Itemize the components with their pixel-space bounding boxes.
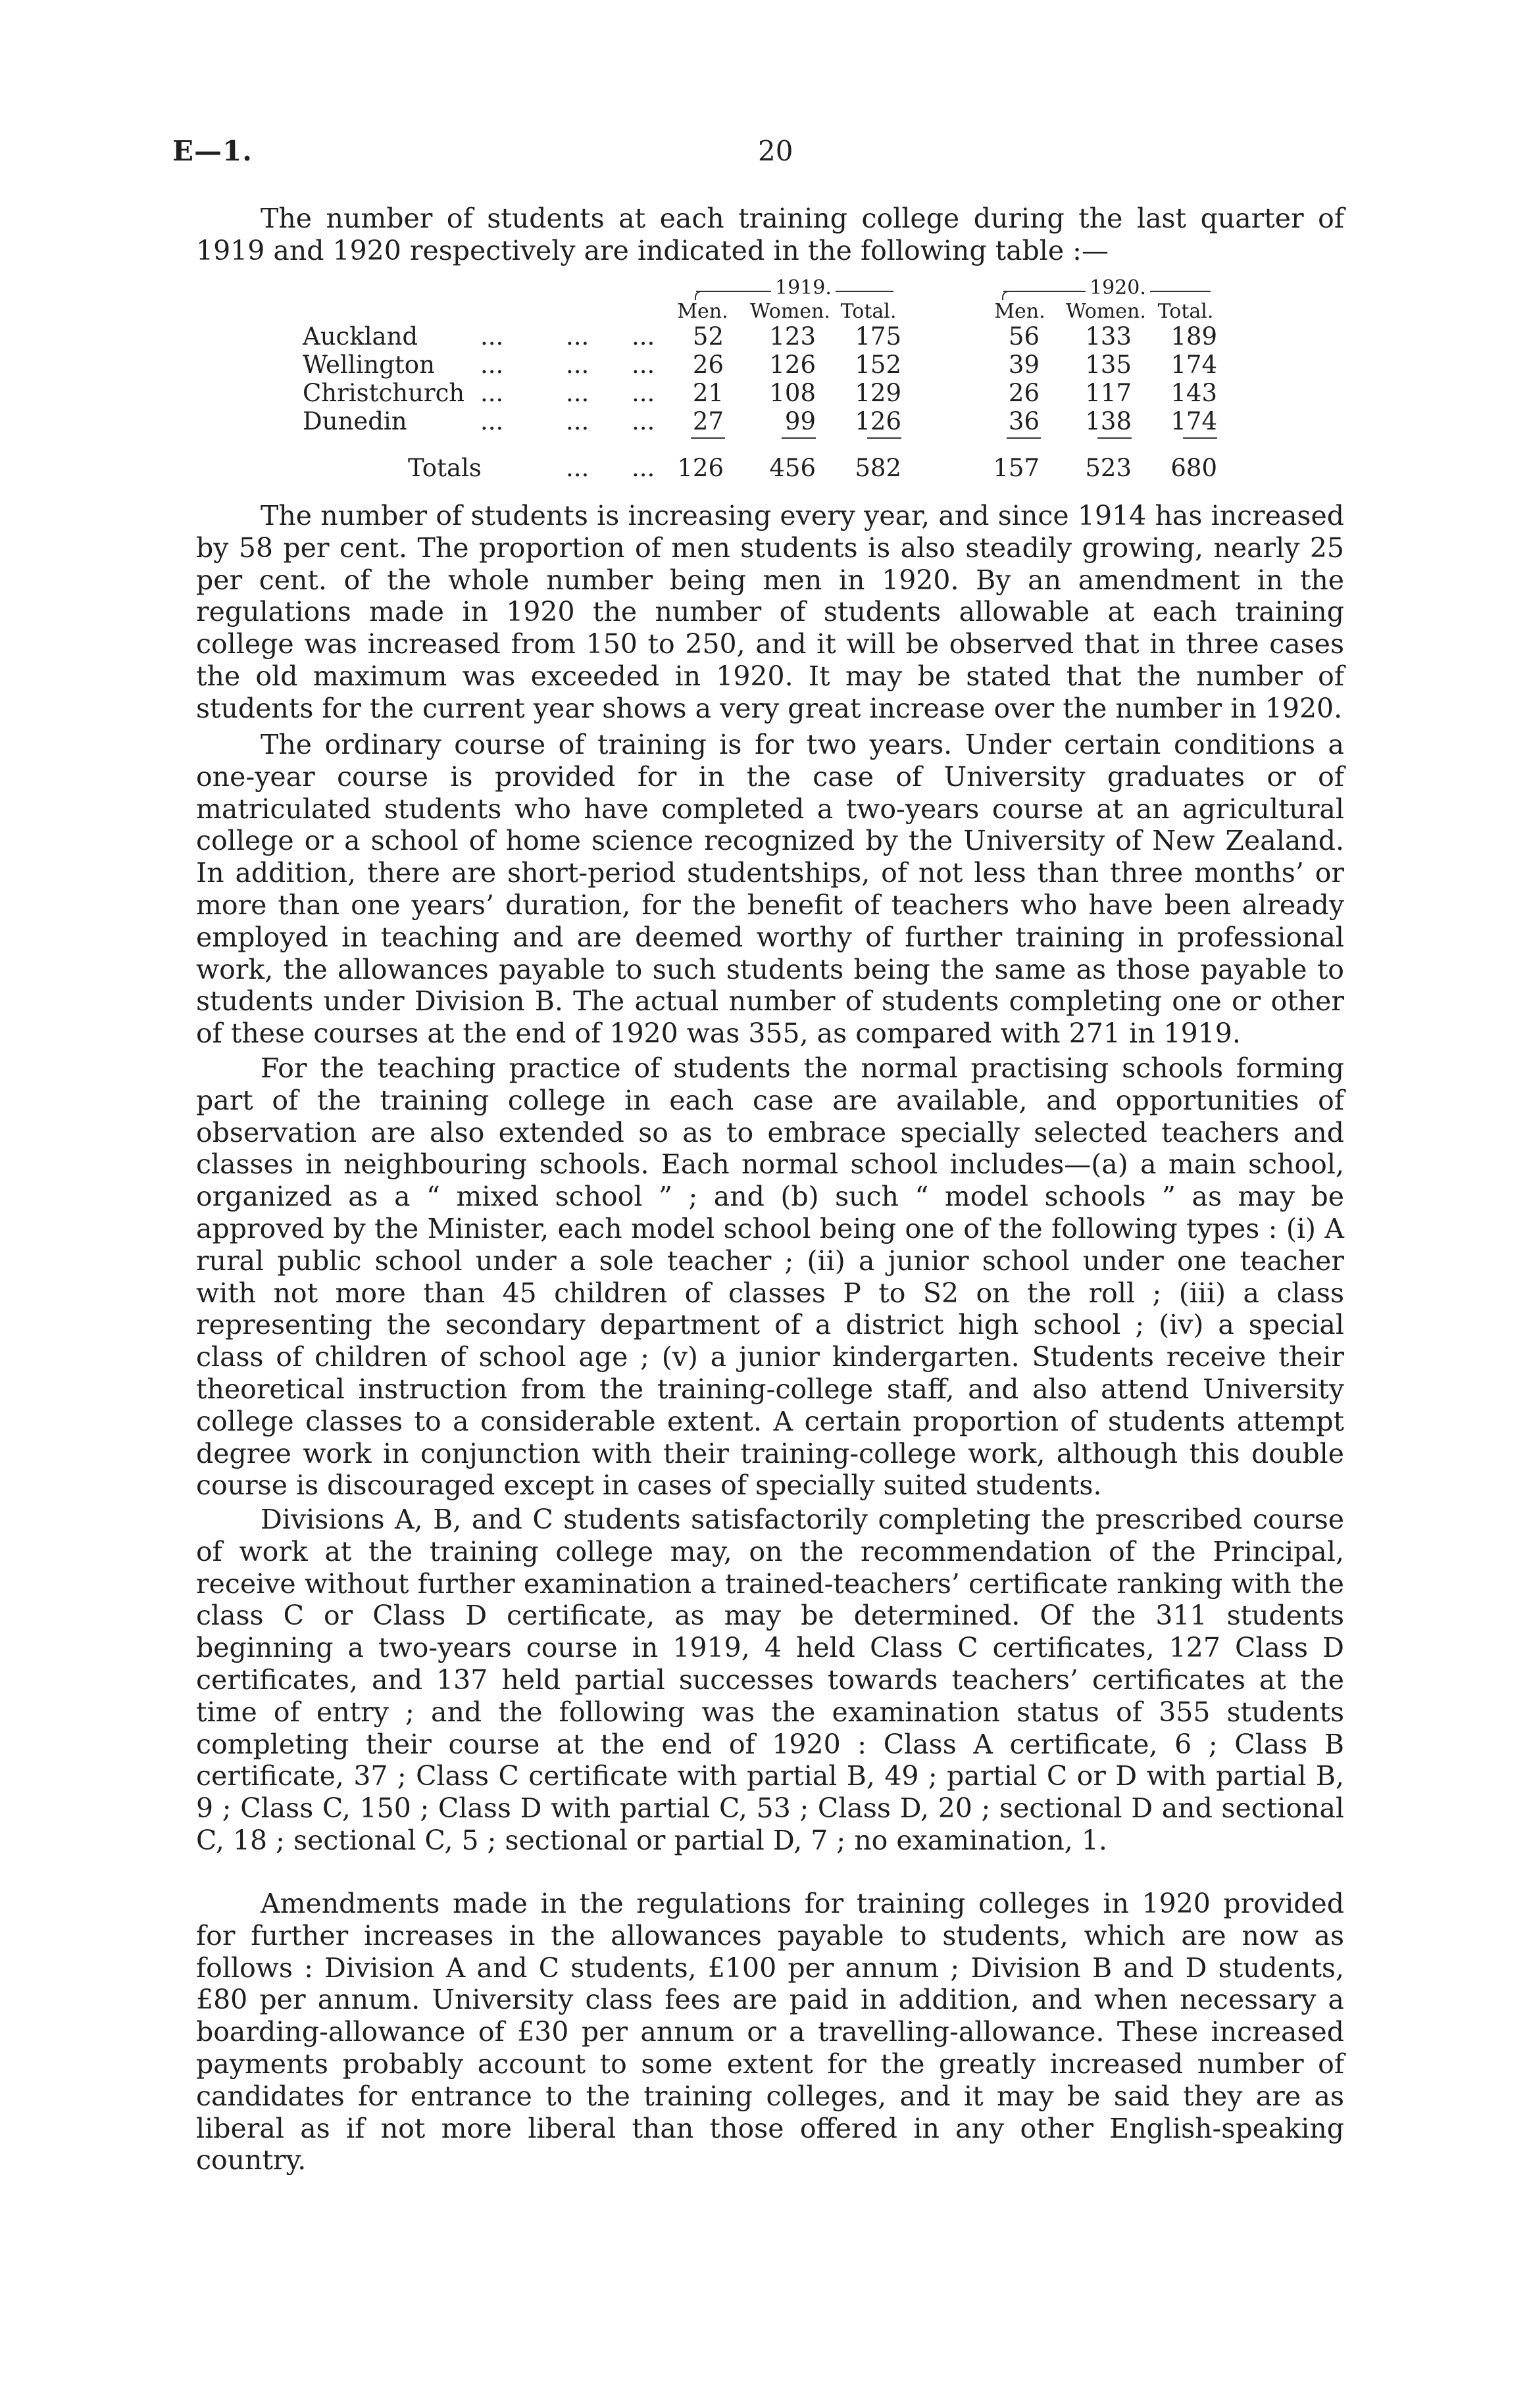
table-cell: 174 bbox=[1170, 407, 1217, 435]
total-cell: 126 bbox=[677, 454, 724, 482]
table-cell: 21 bbox=[692, 379, 724, 407]
row-name: Dunedin bbox=[303, 407, 407, 435]
sum-rule bbox=[867, 437, 901, 439]
intro-paragraph bbox=[196, 203, 1344, 267]
leader-dots: ... bbox=[566, 454, 590, 482]
page-header bbox=[172, 135, 1357, 174]
row-name: Christchurch bbox=[303, 379, 465, 407]
column-header: Men. bbox=[677, 300, 728, 323]
leader-dots: ... bbox=[632, 379, 655, 407]
paragraph-text: For the teaching practice of students the normal practising schools forming part of the training college in each case are available, and opportunities of observation are also extended so as to embrace specially selected teachers and classes in neighbouring schools. Each normal school includes—(a) a main school, organized as a “ mixed school ” ; and (b) such “ model schools ” as may be approved by the Minister, each model school being one of the following types : (i) A rural public school under a sole teacher ; (ii) a junior school under one teacher with not more than 45 children of classes P to S2 on the roll ; (iii) a class representing the secondary department of a district high school ; (iv) a special class of children of school age ; (v) a junior kindergarten. Students receive their theoretical instruction from the training-college staff, and also attend University college classes to a considerable extent. A certain proportion of students attempt degree work in conjunction with their training-college work, although this double course is discouraged except in cases of specially suited students. bbox=[196, 1052, 1344, 1502]
table-cell: 27 bbox=[692, 407, 724, 435]
table-cell: 189 bbox=[1170, 322, 1217, 351]
table-cell: 99 bbox=[784, 407, 816, 435]
column-header: Total. bbox=[1157, 300, 1214, 323]
row-name: Auckland bbox=[303, 322, 418, 351]
total-cell: 456 bbox=[769, 454, 816, 482]
body-paragraph bbox=[196, 729, 1344, 1050]
table-cell: 56 bbox=[1008, 322, 1040, 351]
totals-label: Totals bbox=[408, 454, 482, 482]
row-name: Wellington bbox=[303, 351, 435, 379]
table-cell: 108 bbox=[769, 379, 816, 407]
body-paragraph bbox=[196, 1888, 1344, 2176]
column-header: Men. bbox=[994, 300, 1045, 323]
sum-rule bbox=[782, 437, 816, 439]
table-cell: 26 bbox=[692, 351, 724, 379]
leader-dots: ... bbox=[566, 351, 590, 379]
sum-rule bbox=[1097, 437, 1132, 439]
table-cell: 26 bbox=[1008, 379, 1040, 407]
table-cell: 129 bbox=[855, 379, 901, 407]
table-cell: 39 bbox=[1008, 351, 1040, 379]
table-cell: 135 bbox=[1085, 351, 1132, 379]
page-number: 20 bbox=[758, 135, 793, 167]
leader-dots: ... bbox=[480, 407, 504, 435]
leader-dots: ... bbox=[566, 379, 590, 407]
table-cell: 152 bbox=[855, 351, 901, 379]
body-paragraph bbox=[196, 1052, 1344, 1502]
body-paragraph bbox=[196, 1504, 1344, 1857]
table-cell: 36 bbox=[1008, 407, 1040, 435]
leader-dots: ... bbox=[566, 407, 590, 435]
leader-dots: ... bbox=[632, 351, 655, 379]
table-cell: 126 bbox=[769, 351, 816, 379]
table-cell: 175 bbox=[855, 322, 901, 351]
table-cell: 138 bbox=[1085, 407, 1132, 435]
sum-rule bbox=[1007, 437, 1041, 439]
table-cell: 174 bbox=[1170, 351, 1217, 379]
year-heading-1920: 1920. bbox=[1086, 276, 1150, 299]
column-header: Women. bbox=[750, 300, 830, 323]
paragraph-text: Divisions A, B, and C students satisfactorily completing the prescribed course of work at the training college may, on the recommendation of the Principal, receive without further examination a trained-teachers’ certificate ranking with the class C or Class D certificate, as may be determined. Of the 311 students beginning a two-years course in 1919, 4 held Class C certificates, 127 Class D certificates, and 137 held partial successes towards teachers’ certificates at the time of entry ; and the following was the examination status of 355 students completing their course at the end of 1920 : Class A certificate, 6 ; Class B certificate, 37 ; Class C certificate with partial B, 49 ; partial C or D with partial B, 9 ; Class C, 150 ; Class D with partial C, 53 ; Class D, 20 ; sectional D and sectional C, 18 ; sectional C, 5 ; sectional or partial D, 7 ; no examination, 1. bbox=[196, 1504, 1344, 1856]
leader-dots: ... bbox=[480, 322, 504, 351]
column-header: Women. bbox=[1066, 300, 1146, 323]
table-cell: 143 bbox=[1170, 379, 1217, 407]
leader-dots: ... bbox=[480, 379, 504, 407]
table-cell: 123 bbox=[769, 322, 816, 351]
sum-rule bbox=[1183, 437, 1217, 439]
leader-dots: ... bbox=[632, 407, 655, 435]
column-header: Total. bbox=[840, 300, 897, 323]
total-cell: 680 bbox=[1170, 454, 1217, 482]
intro-text: The number of students at each training college during the last quarter of 1919 and 1920 respectively are indicated in the following table :— bbox=[196, 203, 1344, 266]
leader-dots: ... bbox=[632, 454, 655, 482]
students-table bbox=[303, 276, 1355, 487]
table-cell: 52 bbox=[692, 322, 724, 351]
paragraph-text: The ordinary course of training is for two years. Under certain conditions a one-year course is provided for in the case of University graduates or of matriculated students who have completed a two-years course at an agricultural college or a school of home science recognized by the University of New Zealand. In addition, there are short-period studentships, of not less than three months’ or more than one years’ duration, for the benefit of teachers who have been already employed in teaching and are deemed worthy of further training in professional work, the allowances payable to such students being the same as those payable to students under Division B. The actual number of students completing one or other of these courses at the end of 1920 was 355, as compared with 271 in 1919. bbox=[196, 729, 1344, 1050]
table-cell: 117 bbox=[1085, 379, 1132, 407]
body-paragraph bbox=[196, 500, 1344, 725]
paragraph-text: Amendments made in the regulations for training colleges in 1920 provided for further increases in the allowances payable to students, which are now as follows : Division A and C students, £100 per annum ; Division B and D students, £80 per annum. University class fees are paid in addition, and when necessary a boarding-allowance of £30 per annum or a travelling-allowance. These increased payments probably account to some extent for the greatly increased number of candidates for entrance to the training colleges, and it may be said they are as liberal as if not more liberal than those offered in any other English-speaking country. bbox=[196, 1888, 1344, 2176]
table-cell: 133 bbox=[1085, 322, 1132, 351]
leader-dots: ... bbox=[480, 351, 504, 379]
leader-dots: ... bbox=[632, 322, 655, 351]
total-cell: 523 bbox=[1085, 454, 1132, 482]
table-cell: 126 bbox=[855, 407, 901, 435]
document-reference: E—1. bbox=[172, 135, 253, 167]
year-heading-1919: 1919. bbox=[771, 276, 836, 299]
total-cell: 582 bbox=[855, 454, 901, 482]
leader-dots: ... bbox=[566, 322, 590, 351]
paragraph-text: The number of students is increasing every year, and since 1914 has increased by 58 per cent. The proportion of men students is also steadily growing, nearly 25 per cent. of the whole number being men in 1920. By an amendment in the regulations made in 1920 the number of students allowable at each training college was increased from 150 to 250, and it will be observed that in three cases the old maximum was exceeded in 1920. It may be stated that the number of students for the current year shows a very great increase over the number in 1920. bbox=[196, 500, 1344, 724]
total-cell: 157 bbox=[993, 454, 1040, 482]
sum-rule bbox=[691, 437, 725, 439]
